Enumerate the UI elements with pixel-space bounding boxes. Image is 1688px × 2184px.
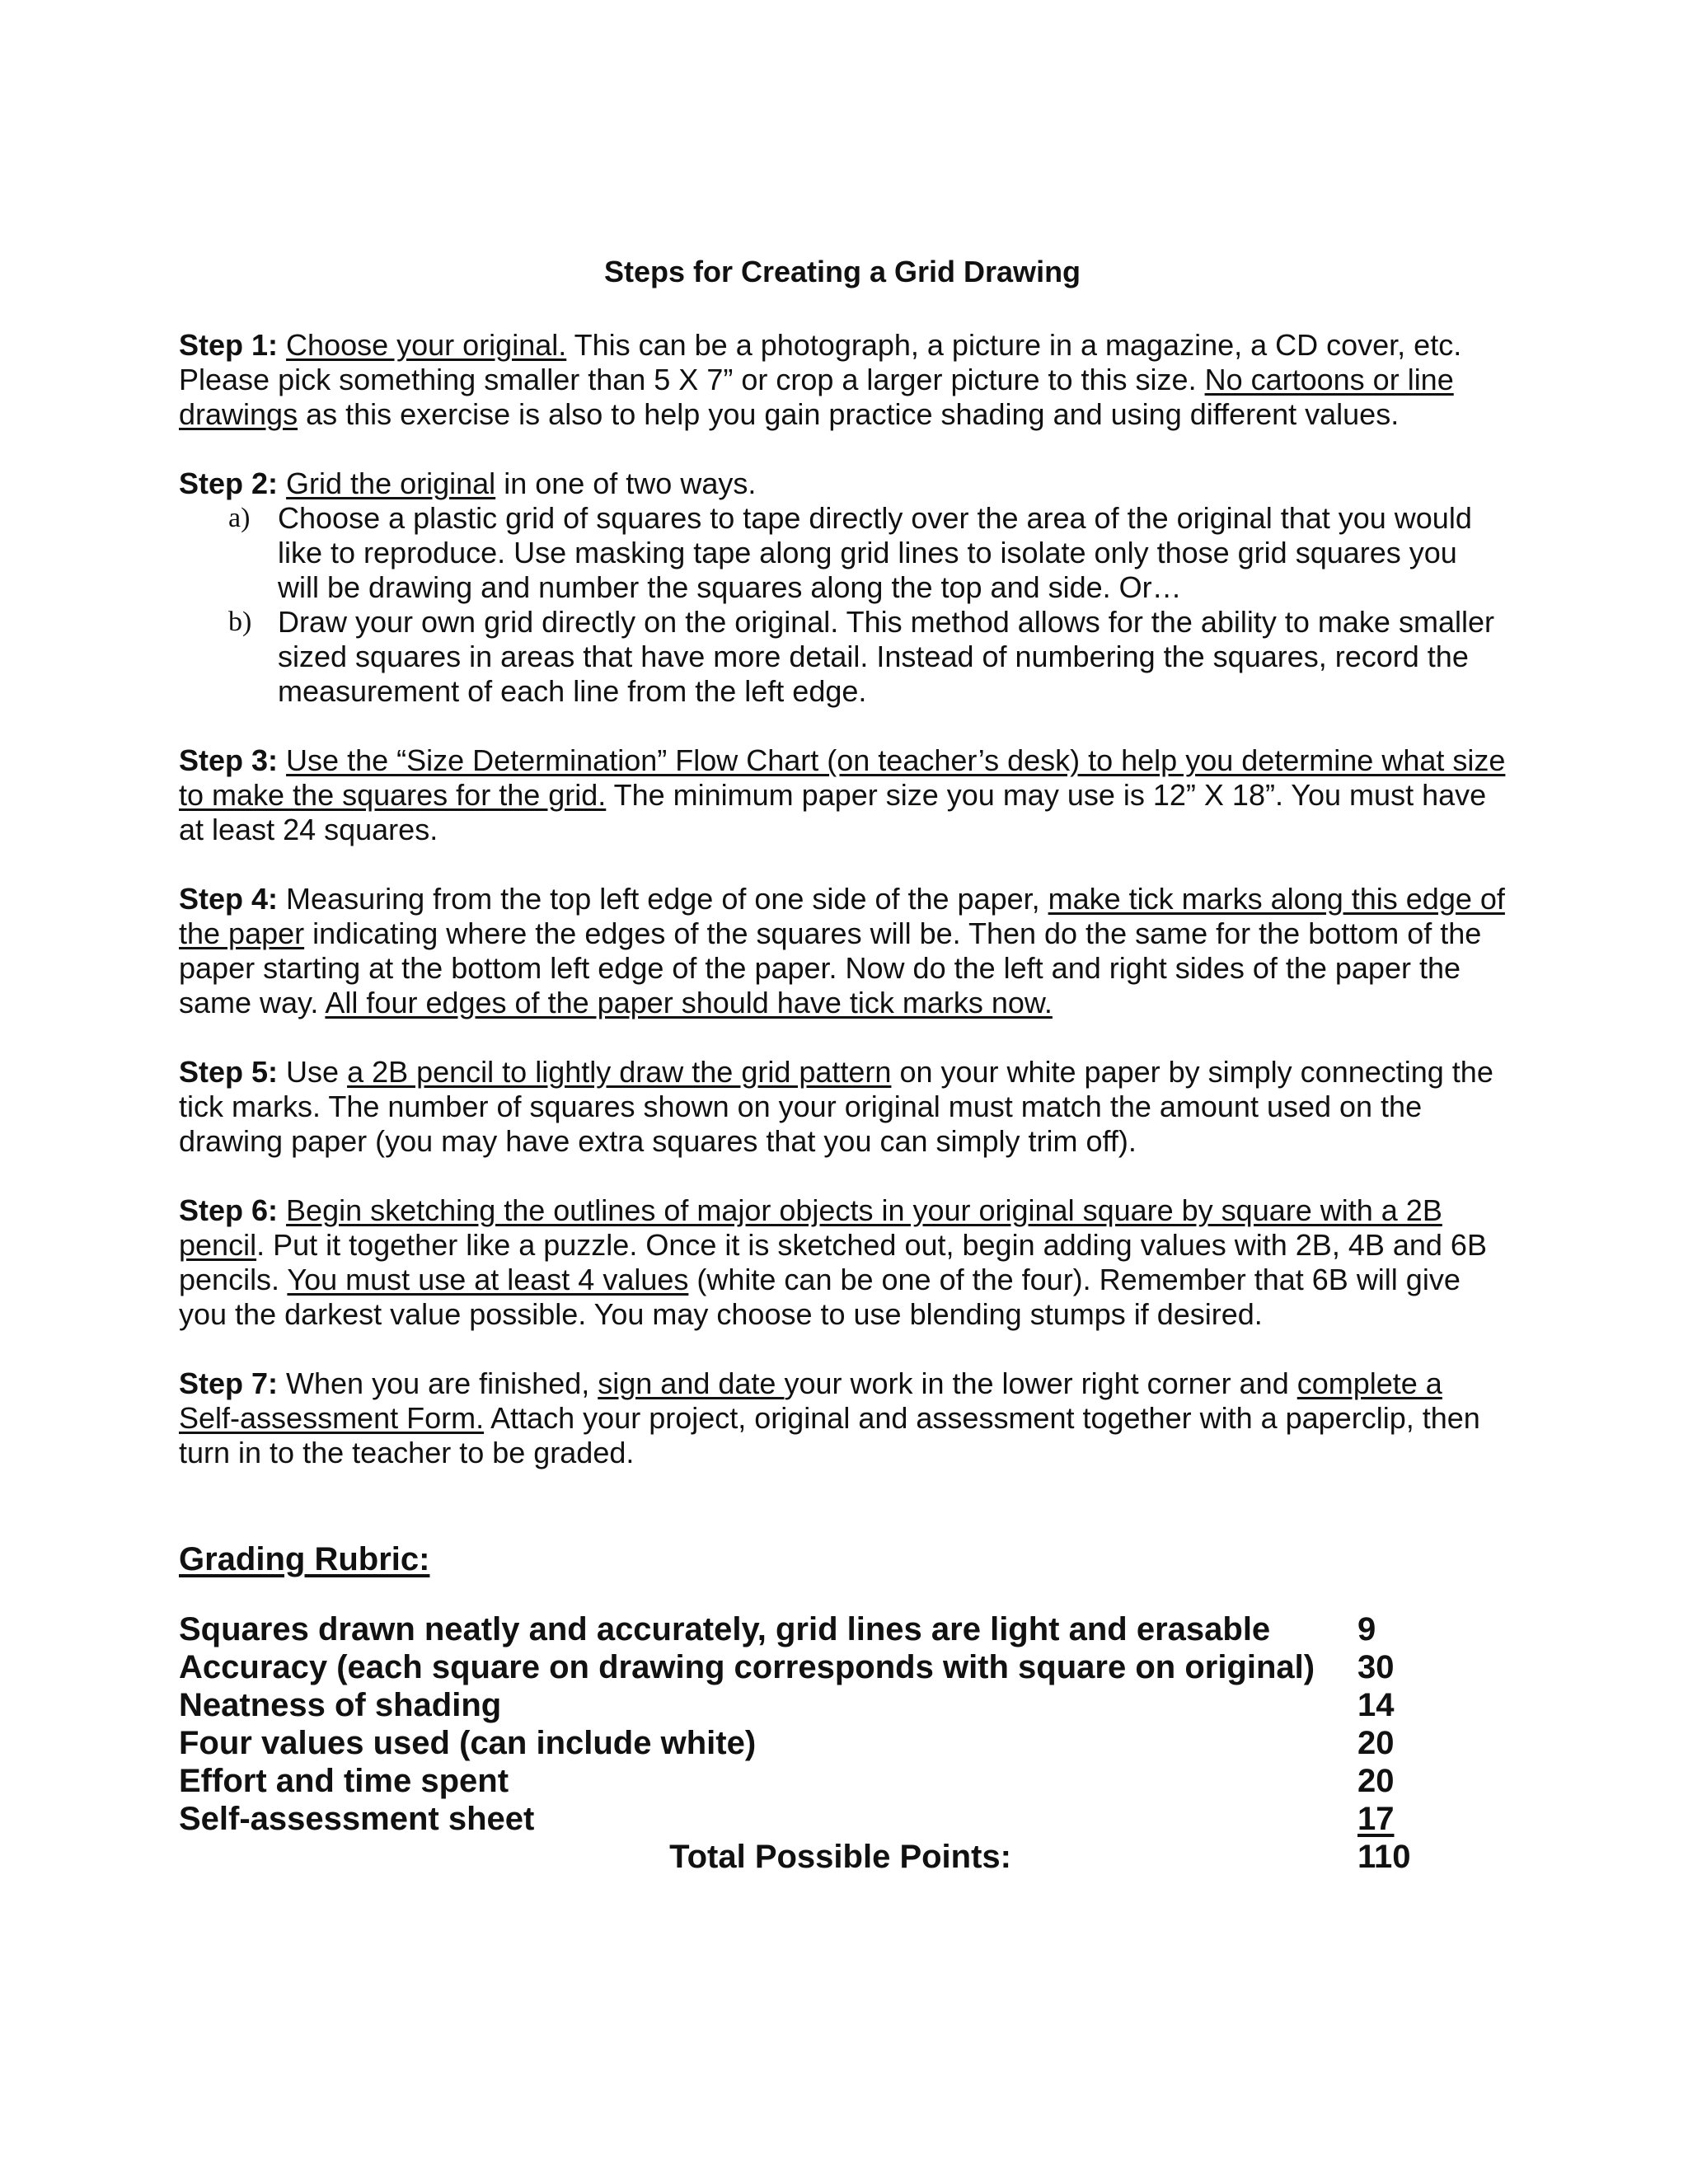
step-text: Attach your project, original and assessment together with a paperclip, then turn in to the teacher to be graded.: [179, 1401, 1480, 1469]
step-label: Step 1:: [179, 328, 279, 362]
rubric-row: [179, 1762, 1506, 1800]
step-label: Step 2:: [179, 466, 279, 500]
step-2: [179, 466, 1506, 709]
rubric-points: 9: [1357, 1611, 1376, 1647]
step-text: (white can be one of the four). Remember that 6B will give you the darkest value possible. You may choose to use blending stumps if desired.: [179, 1263, 1461, 1331]
step-emphasis: a 2B pencil to lightly draw the grid pattern: [347, 1055, 892, 1089]
rubric-row: [179, 1800, 1506, 1838]
step-emphasis: complete a Self-assessment Form.: [179, 1366, 1442, 1435]
step-text: indicating where the edges of the squares will be. Then do the same for the bottom of the paper starting at the bottom left edge of the paper. Now do the left and right sides of the paper the same way.: [179, 916, 1482, 1019]
rubric-row: [179, 1686, 1506, 1724]
step-emphasis: Choose your original.: [286, 328, 567, 362]
step-2-options: [179, 501, 1506, 709]
rubric-criterion: Neatness of shading: [179, 1687, 502, 1723]
step-label: Step 4:: [179, 882, 279, 916]
rubric-points: 17: [1357, 1801, 1395, 1837]
step-text: . Put it together like a puzzle. Once it is sketched out, begin adding values with 2B, 4B and 6B pencils.: [179, 1228, 1487, 1296]
step-text: your work in the lower right corner and: [784, 1366, 1297, 1400]
step-text: The minimum paper size you may use is 12” X 18”. You must have at least 24 squares.: [179, 778, 1487, 846]
rubric-criterion: Squares drawn neatly and accurately, grid lines are light and erasable: [179, 1611, 1271, 1647]
rubric-heading: Grading Rubric:: [179, 1541, 430, 1577]
rubric-points: 20: [1357, 1725, 1395, 1761]
step-1: [179, 328, 1506, 432]
rubric-criterion: Accuracy (each square on drawing corresponds with square on original): [179, 1649, 1315, 1685]
step-text: When you are finished,: [278, 1366, 598, 1400]
step-text: Measuring from the top left edge of one side of the paper,: [278, 882, 1048, 916]
step-5: [179, 1055, 1506, 1159]
rubric-criterion: Effort and time spent: [179, 1763, 509, 1799]
rubric-points: 14: [1357, 1687, 1395, 1723]
step-emphasis: No cartoons or line drawings: [179, 363, 1454, 431]
step-text: on your white paper by simply connecting the tick marks. The number of squares shown on your original must match the amount used on the drawing paper (you may have extra squares that you can simply trim off).: [179, 1055, 1493, 1158]
list-marker: b): [228, 607, 252, 637]
step-emphasis: sign and date: [598, 1366, 785, 1400]
rubric-points: 30: [1357, 1649, 1395, 1685]
step-emphasis: All four edges of the paper should have tick marks now.: [325, 986, 1053, 1019]
step-text: This can be a photograph, a picture in a magazine, a CD cover, etc. Please pick something smaller than 5 X 7” or crop a larger picture to this size.: [179, 328, 1462, 396]
step-4: [179, 882, 1506, 1020]
step-label: Step 3:: [179, 743, 279, 777]
step-text: Use: [278, 1055, 348, 1089]
rubric-row: [179, 1648, 1506, 1686]
rubric-points: 20: [1357, 1763, 1395, 1799]
step-text: as this exercise is also to help you gain practice shading and using different values.: [298, 397, 1400, 431]
rubric-total-label: Total Possible Points:: [669, 1839, 1011, 1875]
rubric-total-points: 110: [1357, 1839, 1411, 1875]
list-item-text: Draw your own grid directly on the original. This method allows for the ability to make smaller sized squares in areas that have more detail. Instead of numbering the squares, record the measurement of each line from the left edge.: [278, 605, 1494, 708]
step-3: [179, 743, 1506, 847]
list-item: [179, 605, 1506, 709]
step-6: [179, 1193, 1506, 1332]
rubric-row: [179, 1724, 1506, 1762]
rubric-row: [179, 1610, 1506, 1648]
step-label: Step 5:: [179, 1055, 279, 1089]
document-page: [179, 257, 1506, 1876]
step-emphasis: Grid the original: [286, 466, 496, 500]
rubric-total-row: [179, 1838, 1506, 1876]
list-item: [179, 501, 1506, 605]
step-label: Step 6:: [179, 1193, 279, 1227]
rubric-criterion: Four values used (can include white): [179, 1725, 757, 1761]
step-emphasis: Begin sketching the outlines of major objects in your original square by square with a 2B pencil: [179, 1193, 1442, 1262]
step-emphasis: make tick marks along this edge of the paper: [179, 882, 1505, 950]
rubric-criterion: Self-assessment sheet: [179, 1801, 535, 1837]
list-item-text: Choose a plastic grid of squares to tape directly over the area of the original that you would like to reproduce. Use masking tape along grid lines to isolate only those grid squares you will be drawing and number the squares along the top and side. Or…: [278, 501, 1472, 604]
step-label: Step 7:: [179, 1366, 279, 1400]
document-title: Steps for Creating a Grid Drawing: [603, 255, 1081, 288]
list-marker: a): [228, 503, 251, 533]
step-7: [179, 1366, 1506, 1470]
rubric-table: [179, 1610, 1506, 1876]
step-text: in one of two ways.: [495, 466, 757, 500]
step-emphasis: You must use at least 4 values: [287, 1263, 689, 1296]
step-emphasis: Use the “Size Determination” Flow Chart (on teacher’s desk) to help you determine what size to make the squares for the grid.: [179, 743, 1506, 812]
